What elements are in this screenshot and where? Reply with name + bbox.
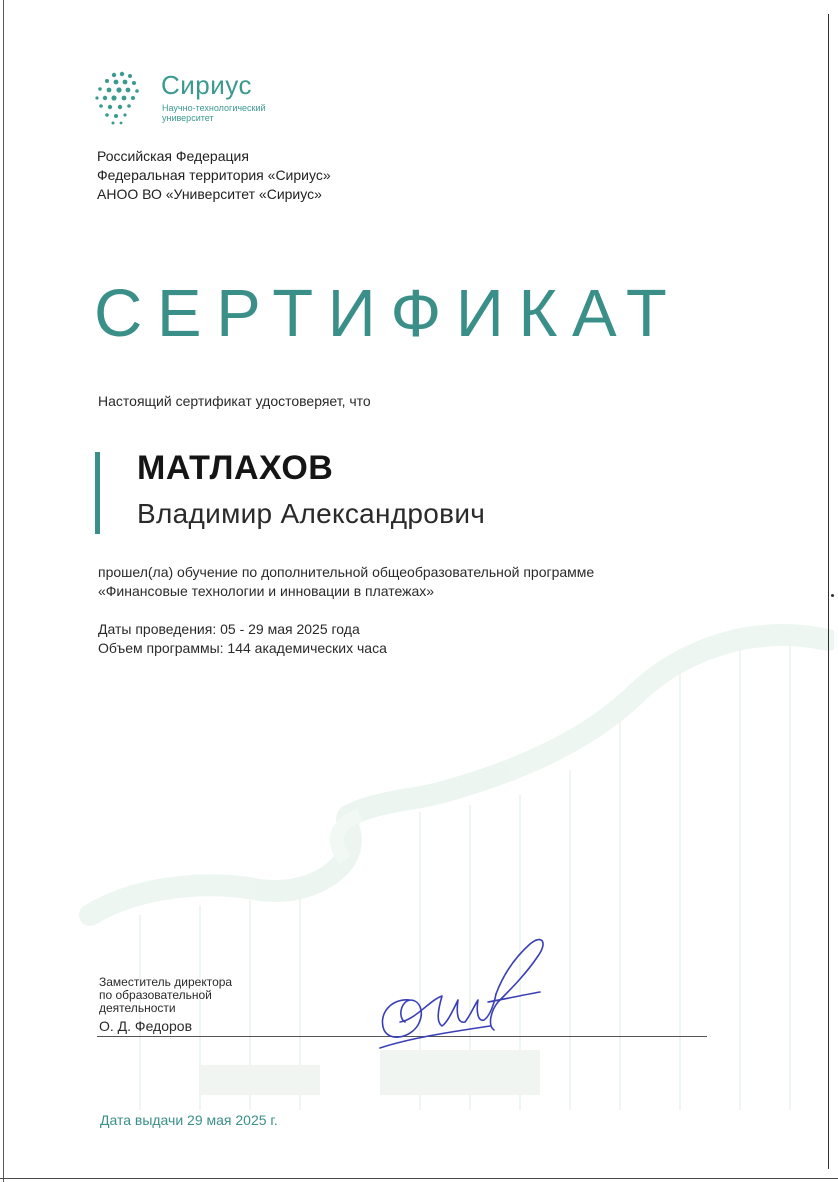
logo-subtitle-line-1: Научно-технологический [162,103,266,113]
program-name: «Финансовые технологии и инновации в платежах» [98,583,435,599]
scan-border-left [3,0,4,1182]
name-accent-bar [95,452,100,534]
program-line-1: прошел(ла) обучение по дополнительной общеобразовательной программе [98,564,595,580]
issuer-organization: АНОО ВО «Университет «Сириус» [97,186,322,202]
attest-text: Настоящий сертификат удостоверяет, что [98,393,371,409]
program-volume: Объем программы: 144 академических часа [98,640,387,656]
scan-margin-right [834,0,838,1182]
signatory-title [99,976,232,1015]
program-dates: Даты проведения: 05 - 29 мая 2025 года [98,621,360,637]
handwritten-signature-icon [370,930,560,1060]
scan-border-right [828,14,829,1169]
scan-speck [831,594,834,597]
issuer-territory: Федеральная территория «Сириус» [97,167,331,183]
signatory-name: О. Д. Федоров [99,1018,193,1034]
signatory-title-line-1: Заместитель директора [99,975,233,989]
logo-subtitle-line-2: университет [162,113,214,123]
recipient-given-names: Владимир Александрович [137,498,486,529]
program-details [98,620,387,658]
logo-name: Сириус [161,70,252,100]
signatory-title-line-3: деятельности [99,1001,176,1015]
signatory-title-line-2: по образовательной [99,988,212,1002]
issuer-header [97,147,331,204]
issue-date: Дата выдачи 29 мая 2025 г. [100,1112,278,1128]
recipient-surname: МАТЛАХОВ [137,449,334,487]
program-statement [98,563,594,601]
scan-border-bottom [0,1178,838,1179]
certificate-title: СЕРТИФИКАТ [94,276,682,351]
issuer-country: Российская Федерация [97,148,249,164]
logo-subtitle [162,103,292,123]
